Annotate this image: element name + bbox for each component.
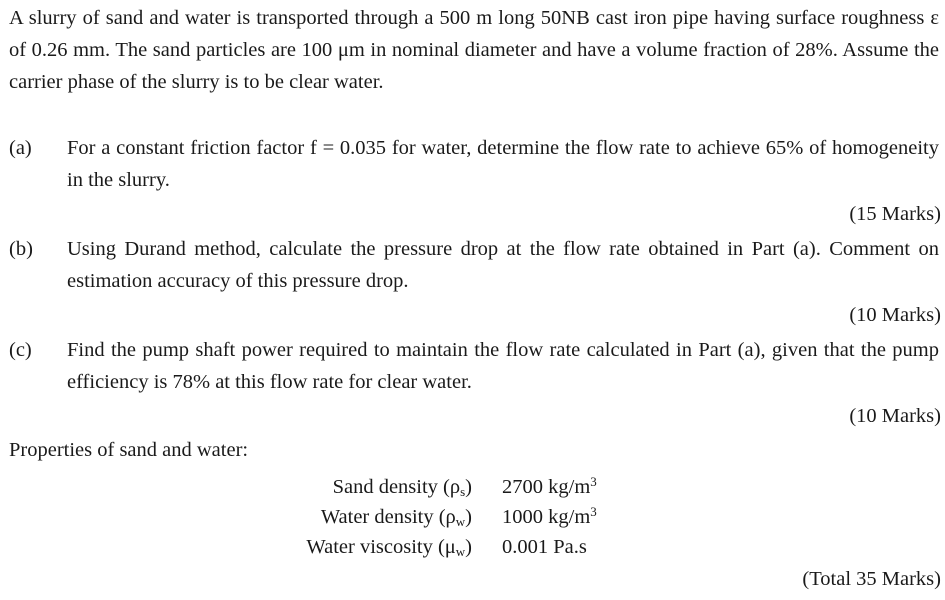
question-text: Find the pump shaft power required to maintain the flow rate calculated in Part (a), given that the pump efficiency is 78% at this flow rate for clear water.	[67, 339, 939, 393]
property-name: Water viscosity $(\mu_w)$	[306, 536, 472, 559]
property-value: 0.001 Pa.s	[502, 536, 587, 558]
property-name: Water density $(\rho_w)$	[320, 506, 472, 529]
properties-title: Properties of sand and water:	[9, 439, 249, 461]
question-label: (b)	[9, 238, 33, 260]
problem-statement: A slurry of sand and water is transported through a 500 m long 50NB cast iron pipe having surface roughness ε of 0.26 mm. The sand particles are 100 μm in nominal diameter and have a volume fraction of 28%. Assume the carrier phase of the slurry is to be clear water.	[9, 7, 939, 93]
property-value: 2700 $kg/m^3$	[502, 474, 597, 498]
total-marks: (Total 35 Marks)	[802, 568, 941, 590]
marks-part-b: (10 Marks)	[849, 304, 941, 326]
question-part-a	[9, 132, 939, 196]
property-row	[200, 532, 597, 562]
property-row	[200, 472, 597, 502]
question-text: Using Durand method, calculate the pressure drop at the flow rate obtained in Part (a). Comment on estimation accuracy of this pressure drop.	[67, 238, 939, 292]
property-name: Sand density $(\rho_s)$	[332, 476, 472, 499]
property-value: 1000 $kg/m^3$	[502, 504, 597, 528]
question-part-c	[9, 334, 939, 398]
question-label: (c)	[9, 339, 32, 361]
property-row	[200, 502, 597, 532]
question-label: (a)	[9, 137, 32, 159]
properties-table	[200, 472, 597, 562]
question-text: For a constant friction factor f = 0.035 for water, determine the flow rate to achieve 65% of homogeneity in the slurry.	[67, 137, 939, 191]
question-part-b	[9, 233, 939, 297]
marks-part-c: (10 Marks)	[849, 405, 941, 427]
marks-part-a: (15 Marks)	[849, 203, 941, 225]
